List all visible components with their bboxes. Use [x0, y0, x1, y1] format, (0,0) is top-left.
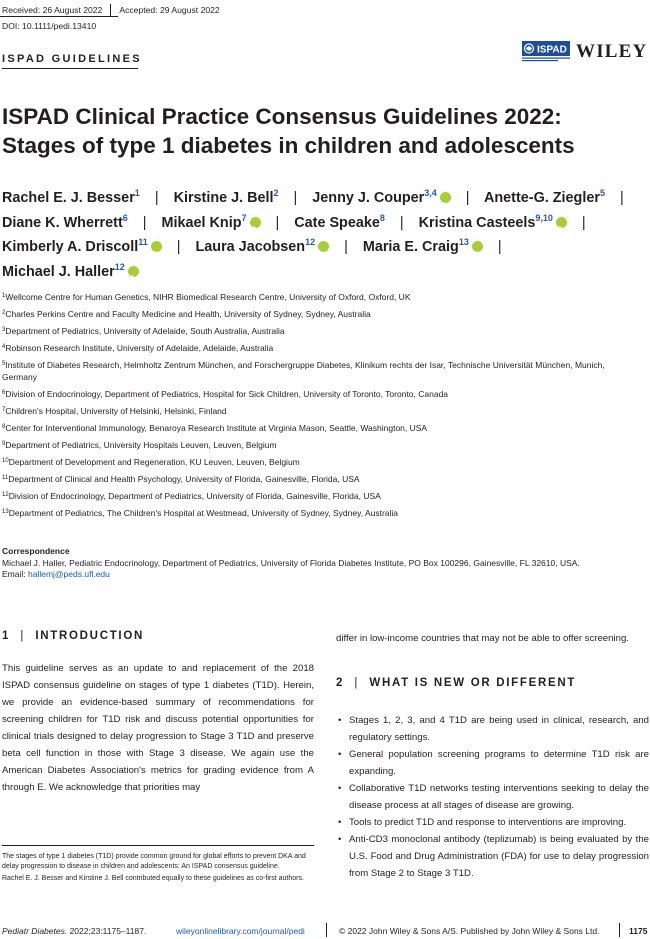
bullet-list: [336, 712, 649, 882]
affiliation-ref[interactable]: 8: [379, 212, 385, 223]
affiliation: $^4$Robinson Research Institute, University of Adelaide, Adelaide, Australia: [2, 342, 274, 353]
section-number: 2: [336, 677, 343, 689]
author-name[interactable]: Michael J. Haller$^{12}$iD: [2, 264, 139, 280]
orcid-icon[interactable]: [128, 266, 139, 277]
received-date: Received: 26 August 2022: [2, 5, 103, 15]
email-label: Email:: [2, 569, 26, 579]
page-number: 1175: [629, 926, 648, 936]
affiliation: $^{10}$Department of Development and Regeneration, KU Leuven, Leuven, Belgium: [2, 456, 300, 467]
author-separator: |: [176, 239, 181, 255]
affiliation-list: [2, 292, 622, 525]
author-separator: |: [293, 190, 298, 206]
left-column: [2, 630, 314, 796]
divider: [619, 923, 620, 937]
journal-citation: Pediatr Diabetes. 2022;23:1175–1187.: [2, 926, 147, 936]
orcid-icon[interactable]: [318, 241, 329, 252]
author-separator: |: [344, 239, 348, 255]
email-link[interactable]: hallemj@peds.ufl.edu: [28, 569, 110, 579]
affiliation: $^1$Wellcome Centre for Human Genetics, NIHR Biomedical Research Centre, University of Oxford, Oxford, UK: [2, 292, 411, 302]
author-separator: |: [497, 239, 502, 255]
list-item: • Tools to predict T1D and response to interventions are improving.: [336, 814, 649, 831]
orcid-icon[interactable]: [440, 192, 451, 203]
list-item: • General population screening programs to determine T1D risk are expanding.: [336, 746, 649, 780]
affiliation: $^3$Department of Pediatrics, University of Adelaide, South Australia, Australia: [2, 325, 285, 336]
author-name[interactable]: Cate Speake$^8$: [294, 212, 385, 231]
author-separator: |: [619, 190, 624, 206]
affiliation-ref[interactable]: 1: [134, 188, 140, 198]
author-separator: |: [154, 190, 159, 206]
author-separator: |: [275, 214, 280, 231]
footnote: The stages of type 1 diabetes (T1D) provide common ground for global efforts to prevent DKA and delay progression to disease in children and adolescents: An ISPAD consensus guideline.: [2, 853, 306, 871]
affiliation: $^8$Center for Interventional Immunology, Benaroya Research Institute at Virginia Mason, Seattle, Washington, USA: [2, 422, 428, 433]
affiliation-ref[interactable]: 7: [241, 212, 247, 223]
affiliation-ref[interactable]: 12: [305, 237, 316, 247]
ispad-logo-text: ISPAD: [537, 44, 567, 56]
affiliation-ref[interactable]: 13: [458, 237, 469, 247]
affiliation-ref[interactable]: 12: [114, 261, 125, 272]
author-name[interactable]: Laura Jacobsen$^{12}$iD: [196, 239, 330, 255]
orcid-icon[interactable]: [151, 241, 162, 252]
footnote: Rachel E. J. Besser and Kirstine J. Bell contributed equally to these guidelines as co-first authors.: [2, 875, 304, 883]
divider: [0, 16, 118, 17]
author-separator: |: [465, 190, 470, 206]
divider: [2, 845, 314, 846]
affiliation-ref[interactable]: 6: [122, 212, 128, 223]
author-name[interactable]: Rachel E. J. Besser$^1$: [2, 188, 140, 206]
correspondence-heading: Correspondence: [2, 546, 70, 556]
section-number: 1: [2, 630, 9, 642]
wiley-logo: WILEY: [576, 41, 648, 62]
divider: [2, 68, 138, 69]
correspondence: [2, 546, 622, 581]
affiliation: $^2$Charles Perkins Centre and Faculty Medicine and Health, University of Sydney, Sydney, Australia: [2, 308, 371, 319]
footnotes: [2, 852, 314, 886]
orcid-icon[interactable]: [250, 217, 261, 228]
paragraph: This guideline serves as an update to and replacement of the 2018 ISPAD consensus guideline on stages of type 1 diabetes (T1D). Herein, we provide an evidence-based summary of recommendations for screening children for T1D risk and discuss potential opportunities for clinical trials designed to delay progression to Stage 3 T1D and preserve beta cell function in those with Stage 3 disease. We again use the American Diabetes Association's metrics for grading evidence from A through E. We acknowledge that priorities may: [2, 663, 314, 793]
author-separator: |: [142, 214, 147, 231]
author-name[interactable]: Jenny J. Couper$^{3,4}$iD: [312, 190, 450, 206]
orcid-icon[interactable]: [556, 217, 567, 228]
affiliation-ref[interactable]: 3,4: [424, 188, 437, 198]
section-label: ISPAD GUIDELINES: [2, 53, 142, 65]
author-name[interactable]: Kristina Casteels$^{9,10}$iD: [419, 215, 567, 231]
affiliation: $^{11}$Department of Clinical and Health Psychology, University of Florida, Gainesville, Florida, USA: [2, 473, 360, 484]
section-heading-introduction: 1 | INTRODUCTION: [2, 630, 144, 642]
author-separator: |: [399, 214, 404, 231]
affiliation: $^{13}$Department of Pediatrics, The Children's Hospital at Westmead, University of Sydney, Sydney, Australia: [2, 507, 399, 518]
affiliation: $^5$Institute of Diabetes Research, Helmholtz Zentrum München, and Forschergruppe Diabetes, Klinikum rechts der Isar, Technische Universität München, Munich, Germany: [2, 359, 605, 382]
author-name[interactable]: Anette-G. Ziegler$^5$: [484, 188, 605, 206]
orcid-icon[interactable]: [472, 241, 483, 252]
author-name[interactable]: Kimberly A. Driscoll$^{11}$iD: [2, 239, 162, 255]
author-name[interactable]: Mikael Knip$^7$iD: [162, 215, 261, 231]
paragraph: differ in low-income countries that may not be able to offer screening.: [336, 633, 629, 644]
section-title: WHAT IS NEW OR DIFFERENT: [369, 677, 577, 689]
journal-url[interactable]: wileyonlinelibrary.com/journal/pedi: [176, 926, 305, 936]
affiliation: $^6$Division of Endocrinology, Department of Pediatrics, Hospital for Sick Children, University of Toronto, Toronto, Canada: [2, 388, 449, 399]
doi[interactable]: DOI: 10.1111/pedi.13410: [2, 21, 97, 31]
affiliation: $^{12}$Division of Endocrinology, Department of Pediatrics, University of Florida, Gainesville, Florida, USA: [2, 490, 381, 501]
correspondence-address: Michael J. Haller, Pediatric Endocrinology, Department of Pediatrics, University of Florida Diabetes Institute, PO Box 100296, Gainesville, FL 32610, USA.: [2, 557, 580, 568]
right-column: [336, 630, 649, 882]
author-separator: |: [581, 214, 586, 231]
list-item: • Stages 1, 2, 3, and 4 T1D are being used in clinical, research, and regulatory settings.: [336, 712, 649, 746]
affiliation-ref[interactable]: 5: [599, 188, 605, 198]
author-name[interactable]: Kirstine J. Bell$^2$: [173, 188, 279, 206]
divider: [110, 4, 111, 16]
section-heading-what-is-new: 2 | WHAT IS NEW OR DIFFERENT: [336, 677, 577, 689]
author-name[interactable]: Maria E. Craig$^{13}$iD: [363, 239, 483, 255]
copyright: © 2022 John Wiley & Sons A/S. Published by John Wiley & Sons Ltd.: [339, 926, 600, 936]
affiliation: $^9$Department of Pediatrics, University Hospitals Leuven, Leuven, Belgium: [2, 439, 277, 450]
section-title: INTRODUCTION: [35, 630, 144, 642]
list-item: • Anti-CD3 monoclonal antibody (teplizumab) is being evaluated by the U.S. Food and Drug Administration (FDA) for use to delay progression from Stage 2 to Stage 3 T1D.: [336, 831, 649, 882]
accepted-date: Accepted: 29 August 2022: [119, 5, 220, 15]
affiliation-ref[interactable]: 11: [138, 237, 148, 247]
author-list: [2, 186, 647, 284]
page-title: ISPAD Clinical Practice Consensus Guidelines 2022: Stages of type 1 diabetes in children and adolescents: [2, 104, 575, 158]
list-item: • Collaborative T1D networks testing interventions seeking to delay the disease process at all stages of disease are growing.: [336, 780, 649, 814]
article-dates: [2, 4, 220, 16]
author-name[interactable]: Diane K. Wherrett$^6$: [2, 212, 128, 231]
divider: [326, 923, 327, 937]
affiliation-ref[interactable]: 2: [273, 188, 279, 198]
affiliation: $^7$Children's Hospital, University of Helsinki, Helsinki, Finland: [2, 405, 227, 416]
ispad-logo: [522, 41, 570, 63]
affiliation-ref[interactable]: 9,10: [535, 212, 553, 223]
